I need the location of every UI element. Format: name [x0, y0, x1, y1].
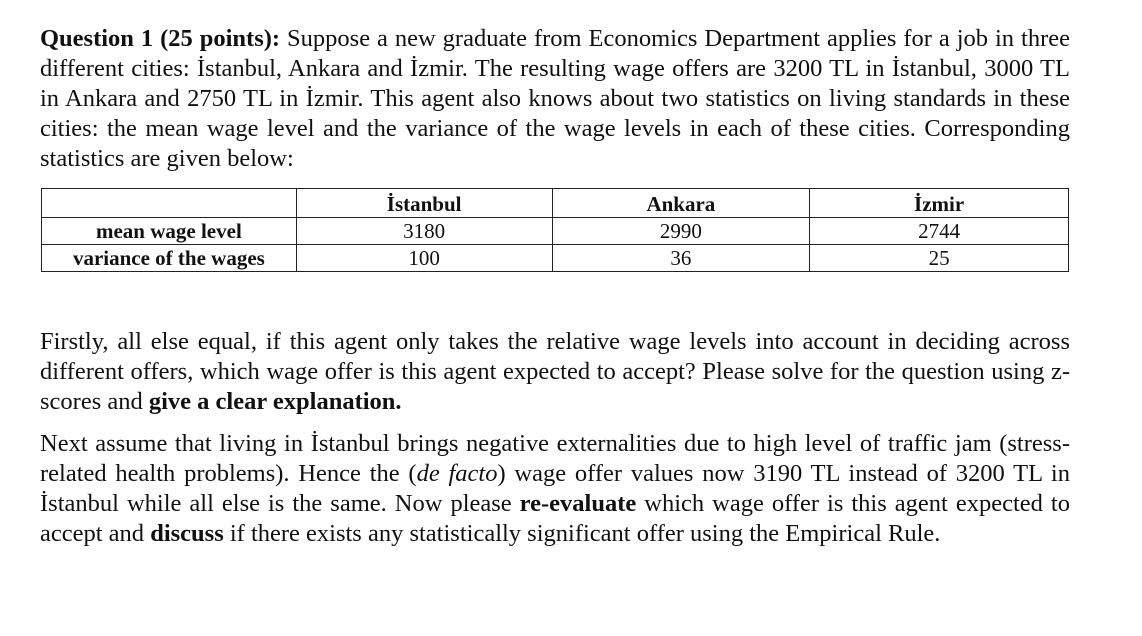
part1-text: Firstly, all else equal, if this agent only takes the relative wage levels into account in deciding across different offers, which wage offer is this agent expected to accept? Please solve for the question using z-scores and [40, 328, 1070, 415]
part2-text-2: ) wage offer values now 3190 TL instead of 3200 TL in İstanbul while all else is the same. Now please [40, 460, 1070, 517]
table-header-row [42, 189, 1069, 218]
part1-bold-instruction: give a clear explanation. [148, 388, 402, 415]
part2-bold-reevaluate: re-evaluate [519, 490, 637, 517]
row-label-variance: variance of the wages [42, 245, 297, 272]
question-heading: Question 1 (25 points): [40, 25, 281, 52]
part2-italic-de-facto: de facto [416, 460, 498, 487]
cell-mean-izmir: 2744 [810, 218, 1069, 245]
table-row [42, 218, 1069, 245]
column-header-ankara: Ankara [552, 189, 810, 218]
question-page [40, 24, 1070, 547]
table-corner-cell [42, 189, 297, 218]
column-header-istanbul: İstanbul [296, 189, 552, 218]
part2-bold-discuss: discuss [150, 520, 224, 547]
part2-paragraph [40, 429, 1070, 549]
cell-variance-ankara: 36 [552, 245, 810, 272]
part2-text-1: Next assume that living in İstanbul brings negative externalities due to high level of traffic jam (stress-related health problems). Hence the ( [40, 430, 1070, 487]
part1-paragraph [40, 327, 1070, 417]
cell-mean-ankara: 2990 [552, 218, 810, 245]
city-statistics-table [41, 188, 1069, 272]
cell-variance-izmir: 25 [810, 245, 1069, 272]
row-label-mean-wage: mean wage level [42, 218, 297, 245]
question-intro-paragraph [40, 24, 1070, 174]
question-intro-text: Suppose a new graduate from Economics Department applies for a job in three different cities: İstanbul, Ankara and İzmir. The resulting wage offers are 3200 TL in İstanbul, 3000 TL in Ankara and 2750 TL in İzmir. This agent also knows about two statistics on living standards in these cities: the mean wage level and the variance of the wage levels in each of these cities. Corresponding statistics are given below: [40, 25, 1070, 172]
table-row [42, 245, 1069, 272]
part2-text-4: if there exists any statistically significant offer using the Empirical Rule. [229, 520, 941, 547]
cell-mean-istanbul: 3180 [296, 218, 552, 245]
cell-variance-istanbul: 100 [296, 245, 552, 272]
part2-text-3: which wage offer is this agent expected to accept and [40, 490, 1070, 547]
column-header-izmir: İzmir [810, 189, 1069, 218]
